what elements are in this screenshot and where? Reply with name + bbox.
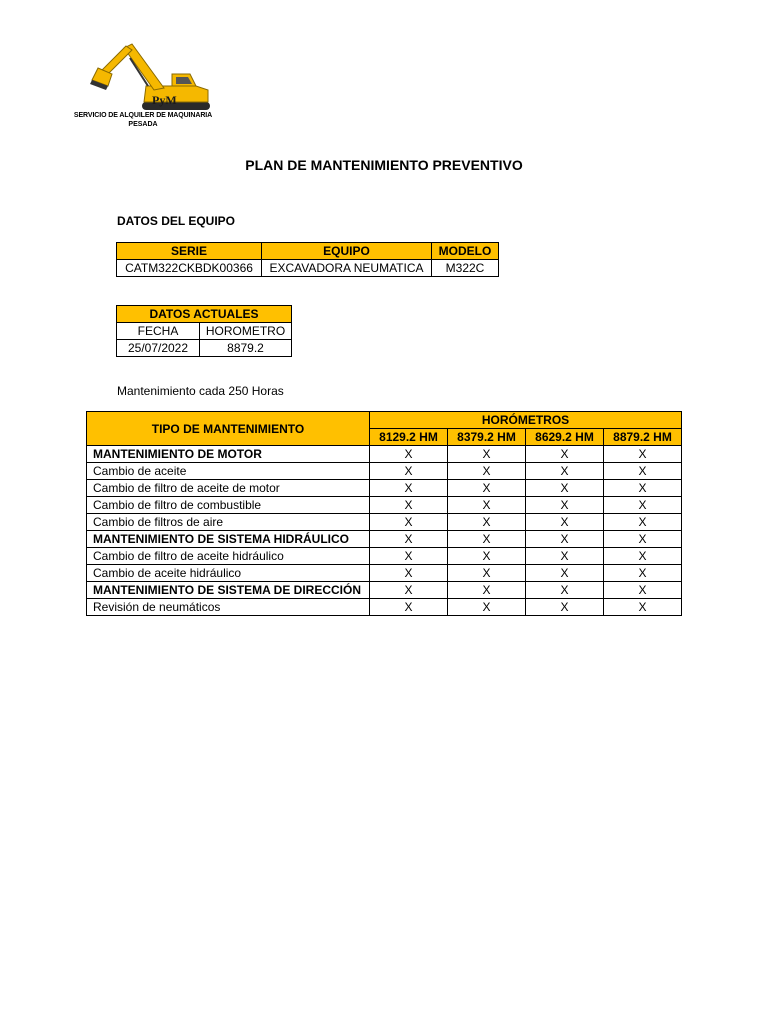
row-label: Cambio de filtro de aceite hidráulico — [87, 548, 370, 565]
hm-column-header: 8379.2 HM — [448, 429, 526, 446]
row-label: Cambio de filtro de combustible — [87, 497, 370, 514]
table-row — [117, 306, 292, 323]
horometros-header: HORÓMETROS — [370, 412, 682, 429]
check-mark: X — [448, 446, 526, 463]
check-mark: X — [448, 514, 526, 531]
check-mark: X — [526, 565, 604, 582]
horometro-header: HOROMETRO — [200, 323, 292, 340]
check-mark: X — [604, 446, 682, 463]
check-mark: X — [448, 497, 526, 514]
check-mark: X — [370, 582, 448, 599]
table-row — [87, 463, 682, 480]
check-mark: X — [604, 582, 682, 599]
equipo-section-label: DATOS DEL EQUIPO — [117, 214, 236, 228]
check-mark: X — [448, 480, 526, 497]
page-title: PLAN DE MANTENIMIENTO PREVENTIVO — [245, 157, 523, 173]
check-mark: X — [448, 531, 526, 548]
check-mark: X — [526, 480, 604, 497]
table-row — [117, 340, 292, 357]
check-mark: X — [370, 548, 448, 565]
row-label: MANTENIMIENTO DE SISTEMA HIDRÁULICO — [87, 531, 370, 548]
row-label: Cambio de filtro de aceite de motor — [87, 480, 370, 497]
equipo-header: EQUIPO — [262, 243, 432, 260]
equipo-table — [116, 242, 499, 277]
check-mark: X — [370, 463, 448, 480]
check-mark: X — [604, 531, 682, 548]
check-mark: X — [370, 497, 448, 514]
check-mark: X — [526, 531, 604, 548]
check-mark: X — [604, 497, 682, 514]
table-row — [87, 599, 682, 616]
fecha-value: 25/07/2022 — [117, 340, 200, 357]
fecha-header: FECHA — [117, 323, 200, 340]
row-label: MANTENIMIENTO DE MOTOR — [87, 446, 370, 463]
row-label: Cambio de aceite hidráulico — [87, 565, 370, 582]
check-mark: X — [604, 599, 682, 616]
table-row — [87, 514, 682, 531]
maintenance-plan-table — [86, 411, 682, 616]
check-mark: X — [448, 463, 526, 480]
check-mark: X — [370, 446, 448, 463]
actuales-table — [116, 305, 292, 357]
horometro-value: 8879.2 — [200, 340, 292, 357]
check-mark: X — [604, 565, 682, 582]
hm-column-header: 8129.2 HM — [370, 429, 448, 446]
check-mark: X — [370, 565, 448, 582]
table-row — [117, 323, 292, 340]
table-row — [117, 243, 499, 260]
row-label: Cambio de aceite — [87, 463, 370, 480]
table-row — [87, 480, 682, 497]
table-row — [87, 565, 682, 582]
maintenance-interval-note: Mantenimiento cada 250 Horas — [117, 384, 284, 398]
table-row — [87, 531, 682, 548]
check-mark: X — [526, 463, 604, 480]
check-mark: X — [526, 446, 604, 463]
row-label: Cambio de filtros de aire — [87, 514, 370, 531]
check-mark: X — [526, 514, 604, 531]
check-mark: X — [370, 531, 448, 548]
logo-tagline-2: PESADA — [128, 121, 158, 128]
check-mark: X — [370, 514, 448, 531]
table-row — [87, 446, 682, 463]
check-mark: X — [604, 548, 682, 565]
check-mark: X — [448, 582, 526, 599]
check-mark: X — [526, 497, 604, 514]
modelo-header: MODELO — [432, 243, 499, 260]
check-mark: X — [370, 599, 448, 616]
table-row — [87, 497, 682, 514]
check-mark: X — [604, 463, 682, 480]
row-label: MANTENIMIENTO DE SISTEMA DE DIRECCIÓN — [87, 582, 370, 599]
hm-column-header: 8879.2 HM — [604, 429, 682, 446]
serie-value: CATM322CKBDK00366 — [117, 260, 262, 277]
table-row — [117, 260, 499, 277]
check-mark: X — [604, 480, 682, 497]
hm-column-header: 8629.2 HM — [526, 429, 604, 446]
row-label: Revisión de neumáticos — [87, 599, 370, 616]
company-logo — [68, 40, 218, 132]
check-mark: X — [604, 514, 682, 531]
actuales-title: DATOS ACTUALES — [117, 306, 292, 323]
table-row — [87, 412, 682, 429]
excavator-icon — [68, 40, 218, 112]
tipo-mantenimiento-header: TIPO DE MANTENIMIENTO — [87, 412, 370, 446]
modelo-value: M322C — [432, 260, 499, 277]
logo-brand: PyM — [152, 93, 177, 107]
check-mark: X — [448, 565, 526, 582]
table-row — [87, 582, 682, 599]
check-mark: X — [526, 582, 604, 599]
equipo-value: EXCAVADORA NEUMATICA — [262, 260, 432, 277]
serie-header: SERIE — [117, 243, 262, 260]
table-row — [87, 548, 682, 565]
check-mark: X — [448, 599, 526, 616]
logo-tagline: SERVICIO DE ALQUILER DE MAQUINARIA — [73, 112, 213, 119]
check-mark: X — [370, 480, 448, 497]
check-mark: X — [526, 548, 604, 565]
check-mark: X — [448, 548, 526, 565]
check-mark: X — [526, 599, 604, 616]
